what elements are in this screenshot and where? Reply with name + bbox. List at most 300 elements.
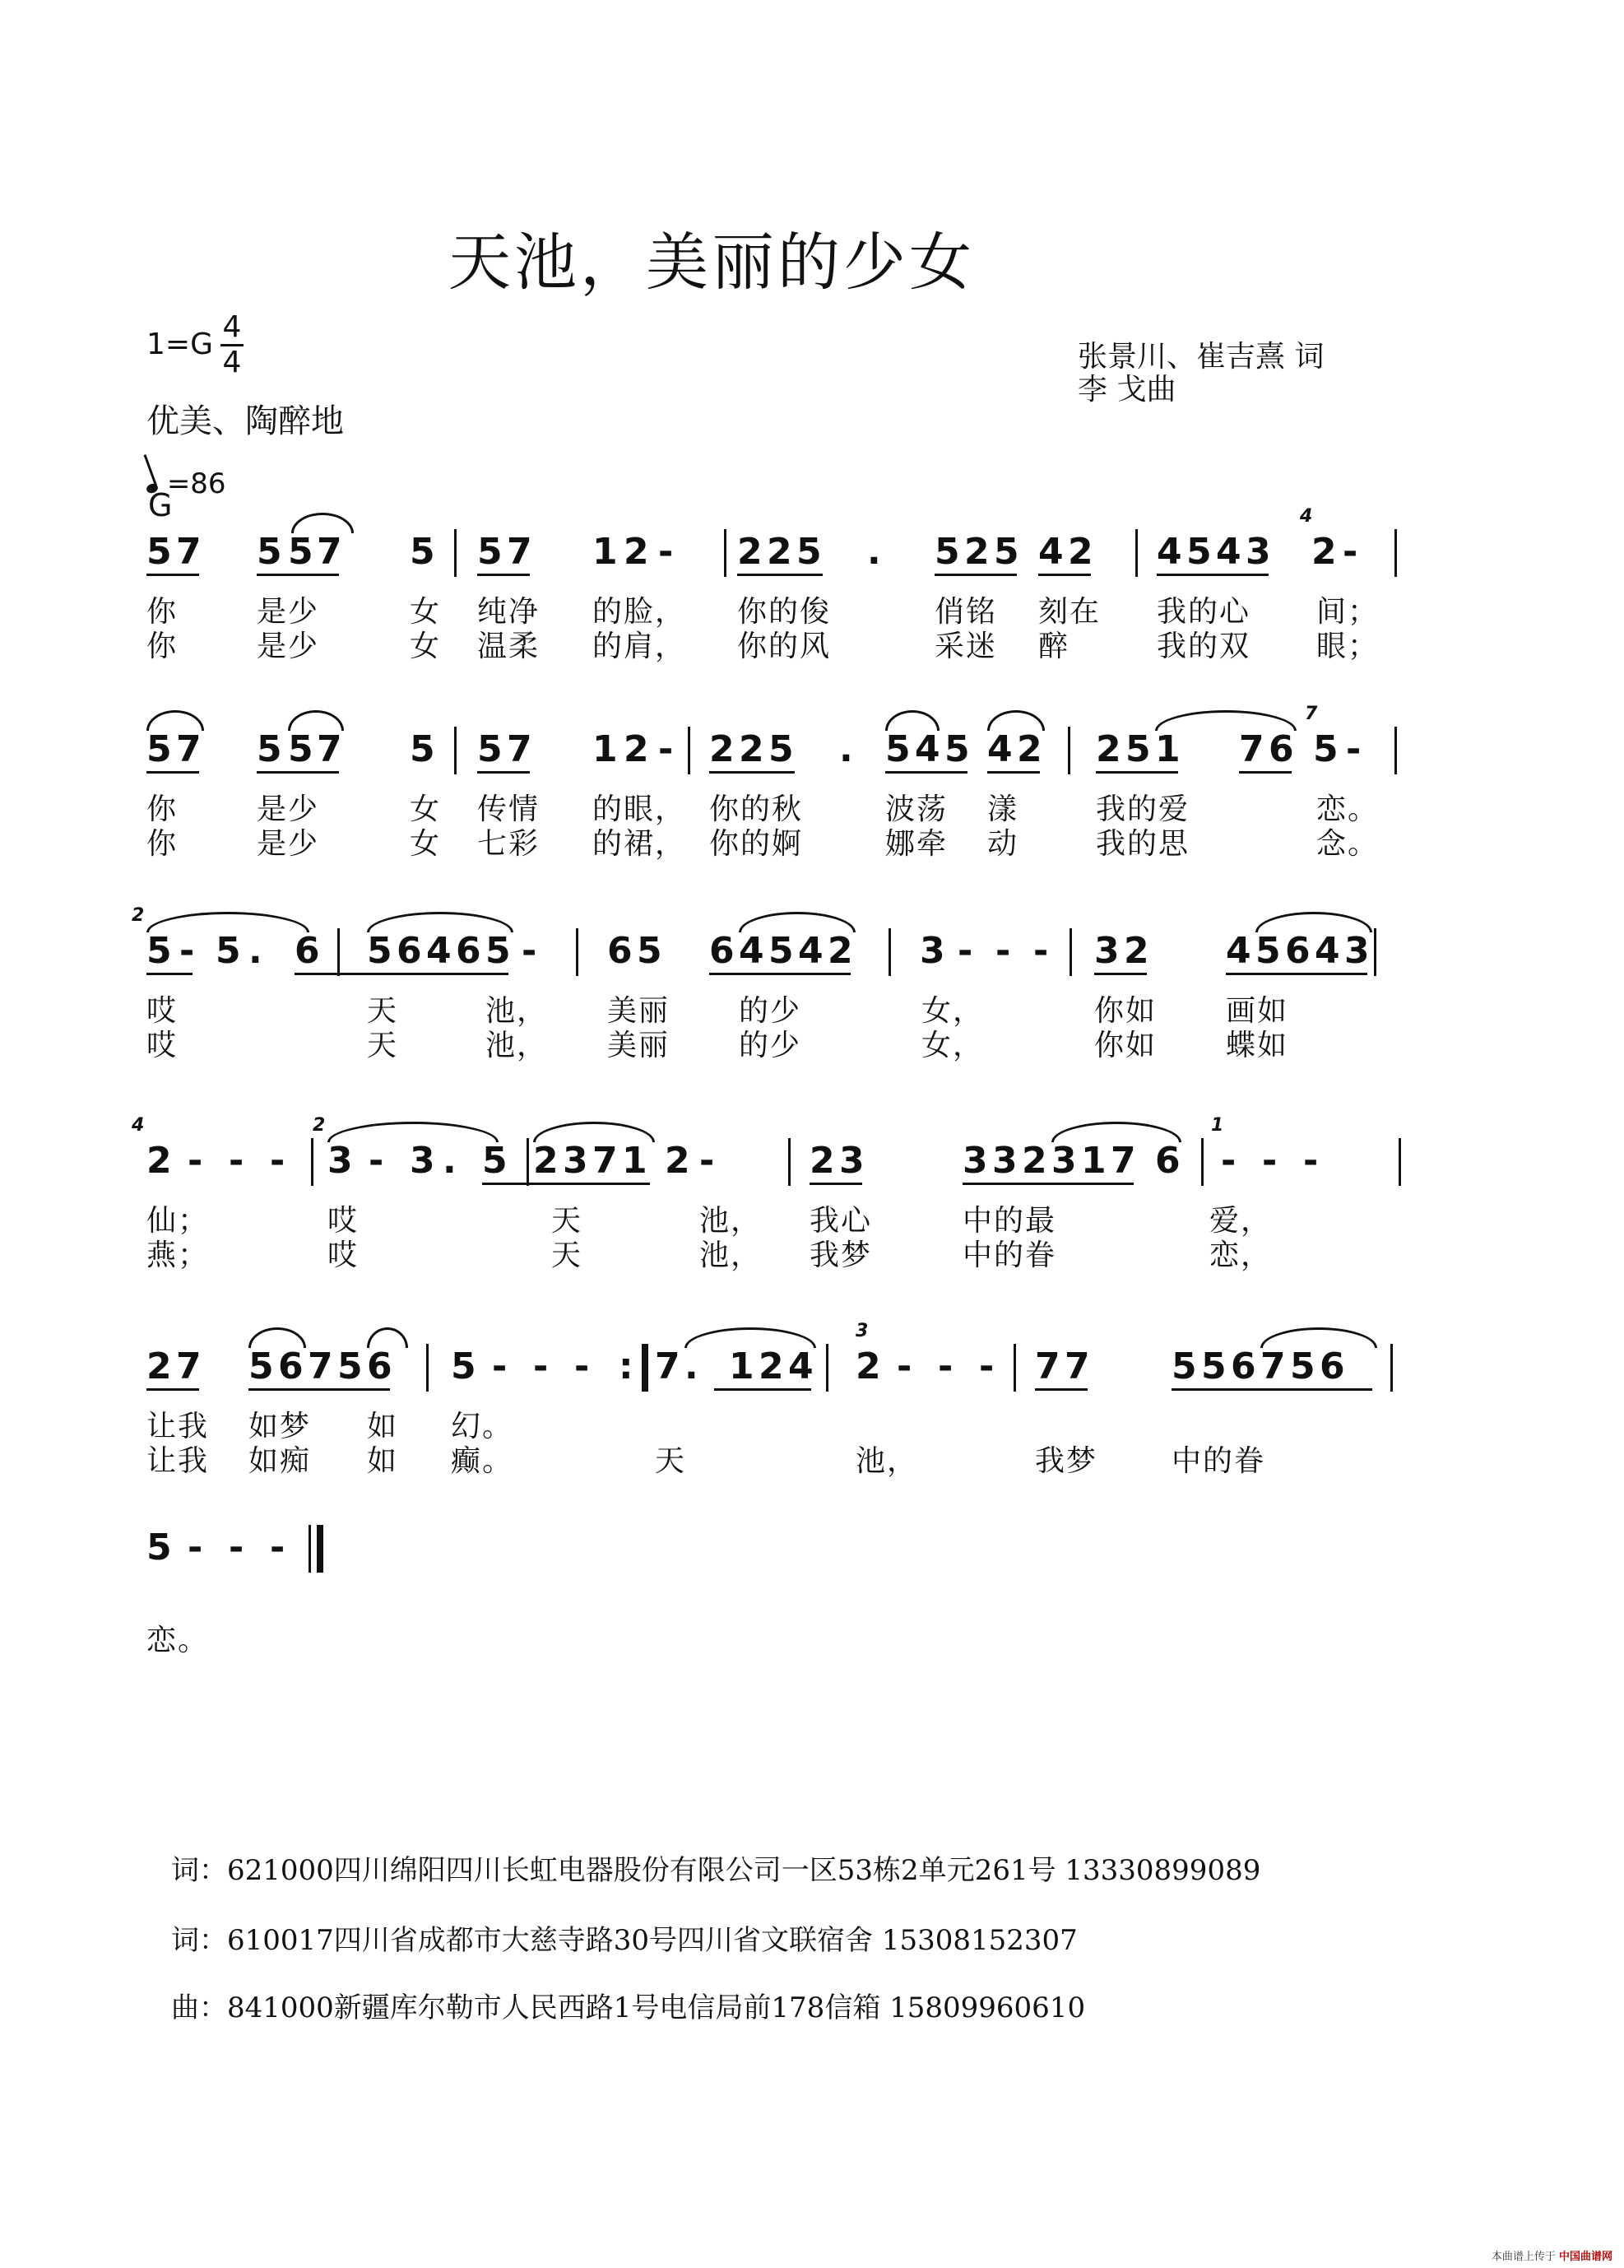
composer-contact: 曲：841000新疆库尔勒市人民西路1号电信局前178信箱 15809960610 [171,1991,1086,2024]
bar-line [337,928,340,976]
lyric-word: 你如 [1094,994,1158,1028]
score-note: 1 [622,1140,647,1182]
slur-tie [739,912,856,932]
beam-underline [248,1388,390,1391]
score-note: 5 [944,728,970,770]
score-note: 6 [1231,1345,1256,1387]
score-note: 3 [839,1140,865,1182]
lyric-word: 你 [146,792,179,826]
score-note: 5 [288,531,313,573]
lyric-word: 女 [410,595,442,629]
score-note: 6 [367,1345,392,1387]
bar-line [889,928,891,976]
lyric-word: 你 [146,827,179,861]
score-note: 3 [1246,531,1271,573]
song-title: 天池，美丽的少女 [448,225,975,299]
beam-underline [810,1183,862,1185]
time-signature [218,311,246,379]
score-note: - [979,1345,995,1387]
lyric-word: 纯净 [477,595,541,629]
lyric-word: 美丽 [607,994,670,1028]
lyric-word: 醉 [1038,630,1070,663]
score-note: : [619,1345,633,1387]
score-note: 7 [1065,1345,1090,1387]
score-note: 2 [1022,1140,1047,1182]
lyric-word: 你 [146,630,179,663]
score-note: 6 [456,930,481,972]
score-note: 6 [607,930,633,972]
lyricist-credit: 张景川、崔吉熹 词 [1078,340,1325,374]
score-note: 5 [146,930,172,972]
bar-line [1374,928,1376,976]
score-note: 5 [146,531,172,573]
score-note: 2 [759,1345,784,1387]
lyric-word: 天 [367,1029,399,1062]
lyric-word: 中的眷 [1172,1444,1266,1478]
score-note: 2 [624,728,649,770]
lyric-word: 七彩 [477,827,541,861]
score-note: 2 [1096,728,1121,770]
lyric-word: 恋， [1209,1239,1273,1272]
score-note: 5 [637,930,662,972]
beam-underline [1239,771,1292,774]
score-note: 5 [410,531,435,573]
lyric-word: 美丽 [607,1029,670,1062]
score-note: 6 [295,930,320,972]
bar-line [1399,1138,1401,1186]
composer-credit: 李 戈曲 [1078,373,1176,407]
score-note: - [188,1527,203,1569]
grace-note: 4 [1300,506,1313,527]
score-note: 2 [810,1140,835,1182]
score-note: 5 [1125,728,1151,770]
score-note: 6 [1320,1345,1345,1387]
lyric-word: 俏铭 [935,595,998,629]
score-note: 3 [410,1140,435,1182]
score-note: 7 [655,1345,680,1387]
lyric-word: 你的俊 [737,595,832,629]
score-note: 6 [1269,728,1294,770]
lyric-word: 恋。 [146,1624,210,1657]
meter-top: 4 [222,310,242,344]
score-note: - [1033,930,1049,972]
score-note: 7 [317,531,342,573]
score-note: - [958,930,973,972]
lyric-word: 我的心 [1157,595,1251,629]
bar-line [724,529,726,577]
lyric-word: 女 [410,827,442,861]
bar-line [426,1344,429,1392]
lyric-word: 画如 [1226,994,1289,1028]
score-note: 4 [1038,531,1064,573]
score-note: 2 [533,1140,559,1182]
score-note: 5 [796,531,822,573]
score-note: 5 [337,1345,363,1387]
slur-tie [367,1327,408,1348]
clef-letter: G [148,487,173,523]
score-note: 1 [592,531,618,573]
beam-underline [1094,973,1147,975]
score-note: 7 [1239,728,1264,770]
slur-tie [1155,710,1297,731]
lyric-word: 的少 [739,1029,802,1062]
score-note: 5 [1313,728,1339,770]
slur-tie [288,710,344,731]
lyric-word: 间； [1316,595,1380,629]
beam-underline [1038,574,1091,576]
lyric-word: 如痴 [248,1444,312,1478]
lyric-word: 哎 [327,1204,360,1238]
lyric-word: 是少 [257,630,320,663]
score-note: 3 [963,1140,988,1182]
score-note: 6 [709,930,735,972]
bar-line [1390,1344,1393,1392]
lyricist-contact-1: 词：621000四川绵阳四川长虹电器股份有限公司一区53栋2单元261号 13330899089 [171,1854,1261,1887]
score-note: - [492,1345,508,1387]
score-note: . [248,930,262,972]
lyric-word: 念。 [1316,827,1380,861]
beam-underline [146,973,193,975]
bar-line [527,1138,529,1186]
lyric-word: 采迷 [935,630,998,663]
lyric-word: 传情 [477,792,541,826]
lyric-word: 的肩， [592,630,687,663]
score-note: 5 [451,1345,476,1387]
score-note: 4 [1315,930,1340,972]
lyric-word: 让我 [146,1410,210,1443]
bar-line [1014,1344,1016,1392]
score-note: 5 [1172,1345,1197,1387]
score-note: - [938,1345,954,1387]
lyric-word: 天 [655,1444,687,1478]
slur-tie [1260,1327,1377,1348]
beam-underline [257,574,339,576]
score-note: 5 [410,728,435,770]
lyric-word: 女， [921,994,985,1028]
score-note: - [658,531,674,573]
bar-line [826,1344,828,1392]
score-note: 2 [739,728,764,770]
lyric-word: 池， [699,1204,763,1238]
beam-underline [146,771,199,774]
lyric-word: 波荡 [885,792,949,826]
score-note: - [270,1140,285,1182]
grace-note: 2 [313,1115,326,1136]
score-note: 1 [1155,728,1181,770]
score-note: . [684,1345,698,1387]
lyric-word: 天 [367,994,399,1028]
lyric-word: 女， [921,1029,985,1062]
score-note: 7 [1111,1140,1136,1182]
lyric-word: 幻。 [451,1410,514,1443]
score-note: - [1343,531,1358,573]
beam-underline [1035,1388,1088,1391]
score-note: 4 [798,930,824,972]
lyric-word: 漾 [987,792,1019,826]
lyric-word: 娜牵 [885,827,949,861]
lyric-word: 的裙， [592,827,687,861]
slur-tie [146,710,204,731]
lyric-word: 仙； [146,1204,210,1238]
score-note: 5 [477,728,503,770]
score-note: 1 [592,728,618,770]
score-note: 3 [1051,1140,1077,1182]
lyric-word: 燕； [146,1239,210,1272]
bar-line [1068,727,1070,774]
score-note: 7 [176,728,202,770]
score-note: 6 [397,930,422,972]
footer-brand: 中国曲谱网 [1558,2251,1612,2263]
lyric-word: 是少 [257,792,320,826]
bar-line [788,1138,791,1186]
score-note: 5 [1255,930,1281,972]
tempo-value: =86 [166,467,226,500]
footer-text: 本曲谱上传于 [1491,2251,1556,2263]
lyric-word: 你的风 [737,630,832,663]
slur-tie [987,710,1045,731]
lyricist-contact-2: 词：610017四川省成都市大慈寺路30号四川省文联宿舍 15308152307 [171,1924,1078,1957]
score-note: - [369,1140,384,1182]
lyric-word: 池， [485,994,549,1028]
lyric-word: 中的最 [963,1204,1057,1238]
lyric-word: 如梦 [248,1410,312,1443]
score-note: 2 [624,531,649,573]
slur-tie [367,912,513,932]
lyric-word: 我梦 [1035,1444,1098,1478]
score-note: 2 [1068,531,1093,573]
lyric-word: 你 [146,595,179,629]
lyric-word: 哎 [146,1029,179,1062]
lyric-word: 你的秋 [709,792,804,826]
bar-line [311,1138,313,1186]
lyric-word: 眼； [1316,630,1380,663]
lyric-word: 爱， [1209,1204,1273,1238]
lyric-word: 温柔 [477,630,541,663]
score-note: 2 [737,531,763,573]
beam-underline [257,771,339,774]
score-note: 5 [288,728,313,770]
beam-underline [1096,771,1178,774]
score-note: - [229,1527,244,1569]
bar-line [454,727,457,774]
score-note: 5 [885,728,911,770]
key-signature: 1=G [146,328,213,361]
bar-line [1201,1138,1204,1186]
score-note: 3 [1094,930,1120,972]
beam-underline [482,1183,650,1185]
slur-tie [684,1327,816,1348]
lyric-word: 让我 [146,1444,210,1478]
score-note: 7 [176,531,202,573]
score-note: 2 [709,728,735,770]
score-note: 5 [482,1140,508,1182]
final-bar-line [317,1525,323,1573]
beam-underline [1172,1388,1372,1391]
score-note: 2 [1311,531,1337,573]
beam-underline [295,973,508,975]
lyric-word: 池， [856,1444,919,1478]
lyric-word: 是少 [257,827,320,861]
score-note: 5 [257,728,282,770]
lyric-word: 的眼， [592,792,687,826]
score-note: 2 [1017,728,1042,770]
score-note: 7 [592,1140,618,1182]
score-note: 5 [1186,531,1212,573]
score-note: - [1303,1140,1319,1182]
beam-underline [1157,574,1269,576]
score-note: - [270,1527,285,1569]
slur-tie [885,710,940,731]
grace-note: 4 [132,1115,145,1136]
lyric-word: 我的思 [1096,827,1190,861]
score-note: - [179,930,195,972]
score-note: 5 [248,1345,274,1387]
score-note: 3 [563,1140,588,1182]
lyric-word: 蝶如 [1226,1029,1289,1062]
score-note: 7 [1260,1345,1286,1387]
lyric-word: 我心 [810,1204,873,1238]
score-note: - [229,1140,244,1182]
score-note: 4 [1157,531,1182,573]
score-note: 6 [1155,1140,1181,1182]
score-note: 3 [327,1140,353,1182]
score-note: - [574,1345,590,1387]
score-note: 1 [1081,1140,1107,1182]
score-note: 4 [788,1345,814,1387]
score-note: 5 [216,930,241,972]
bar-line [1135,529,1138,577]
bar-line [1394,529,1397,577]
score-note: 4 [1226,930,1251,972]
lyric-word: 你如 [1094,1029,1158,1062]
score-note: 1 [729,1345,754,1387]
score-note: 2 [856,1345,881,1387]
expression-marking: 优美、陶醉地 [146,402,344,440]
lyric-word: 动 [987,827,1019,861]
score-note: 4 [987,728,1013,770]
score-note: 5 [146,728,172,770]
bar-line [1394,727,1397,774]
score-note: 4 [1216,531,1241,573]
bar-line [454,529,457,577]
score-note: . [443,1140,457,1182]
score-note: 6 [1285,930,1311,972]
beam-underline [709,973,851,975]
score-note: - [1262,1140,1278,1182]
score-note: - [658,728,674,770]
slur-tie [248,1327,306,1348]
score-note: 2 [665,1140,690,1182]
score-note: . [839,728,853,770]
score-note: 7 [507,531,532,573]
lyric-word: 如 [367,1444,399,1478]
slur-tie [533,1122,655,1142]
score-note: 5 [257,531,282,573]
lyric-word: 的少 [739,994,802,1028]
beam-underline [987,771,1040,774]
lyric-word: 中的眷 [963,1239,1057,1272]
lyric-word: 天 [551,1239,583,1272]
score-note: - [1221,1140,1237,1182]
upload-footer [1492,2247,1612,2263]
grace-note: 7 [1305,704,1318,724]
score-note: 3 [920,930,945,972]
score-note: 5 [1290,1345,1315,1387]
lyric-word: 池， [485,1029,549,1062]
score-note: 6 [278,1345,304,1387]
score-note: 2 [146,1345,172,1387]
beam-underline [146,574,199,576]
slur-tie [146,912,309,932]
beam-underline [709,771,795,774]
lyric-word: 恋。 [1316,792,1380,826]
score-note: 5 [994,531,1019,573]
score-note: - [897,1345,912,1387]
score-note: 5 [477,531,503,573]
score-note: 5 [485,930,511,972]
score-note: 7 [176,1345,202,1387]
score-note: - [995,930,1011,972]
lyric-word: 刻在 [1038,595,1102,629]
slur-tie [1255,912,1372,932]
bar-line [309,1525,311,1573]
lyric-word: 你的婀 [709,827,804,861]
beam-underline [935,574,1017,576]
beam-underline [714,1388,811,1391]
score-note: 3 [1344,930,1370,972]
lyric-word: 我梦 [810,1239,873,1272]
score-note: . [867,531,881,573]
slur-tie [291,513,354,533]
score-note: 2 [1124,930,1149,972]
score-note: 5 [367,930,392,972]
score-note: 7 [308,1345,333,1387]
bar-line [576,928,578,976]
slur-tie [1051,1122,1181,1142]
lyric-word: 我的双 [1157,630,1251,663]
score-note: - [1346,728,1362,770]
bar-line [688,727,690,774]
grace-note: 3 [856,1321,869,1341]
score-note: 2 [828,930,853,972]
score-note: 7 [507,728,532,770]
lyric-word: 哎 [327,1239,360,1272]
lyric-word: 是少 [257,595,320,629]
lyric-word: 哎 [146,994,179,1028]
beam-underline [477,771,530,774]
score-note: 2 [767,531,792,573]
grace-note: 1 [1211,1115,1224,1136]
bar-line [1070,928,1072,976]
beam-underline [963,1183,1134,1185]
score-note: 2 [964,531,990,573]
score-note: 5 [146,1527,172,1569]
score-note: - [522,930,537,972]
score-note: - [533,1345,549,1387]
score-note: 4 [915,728,940,770]
lyric-word: 我的爱 [1096,792,1190,826]
meter-bottom: 4 [222,346,242,379]
beam-underline [737,574,823,576]
repeat-bar-line [642,1344,648,1392]
lyric-word: 天 [551,1204,583,1238]
score-note: 7 [1035,1345,1060,1387]
lyric-word: 的脸， [592,595,687,629]
lyric-word: 如 [367,1410,399,1443]
score-note: 5 [768,728,794,770]
beam-underline [885,771,967,774]
slur-tie [327,1122,499,1142]
